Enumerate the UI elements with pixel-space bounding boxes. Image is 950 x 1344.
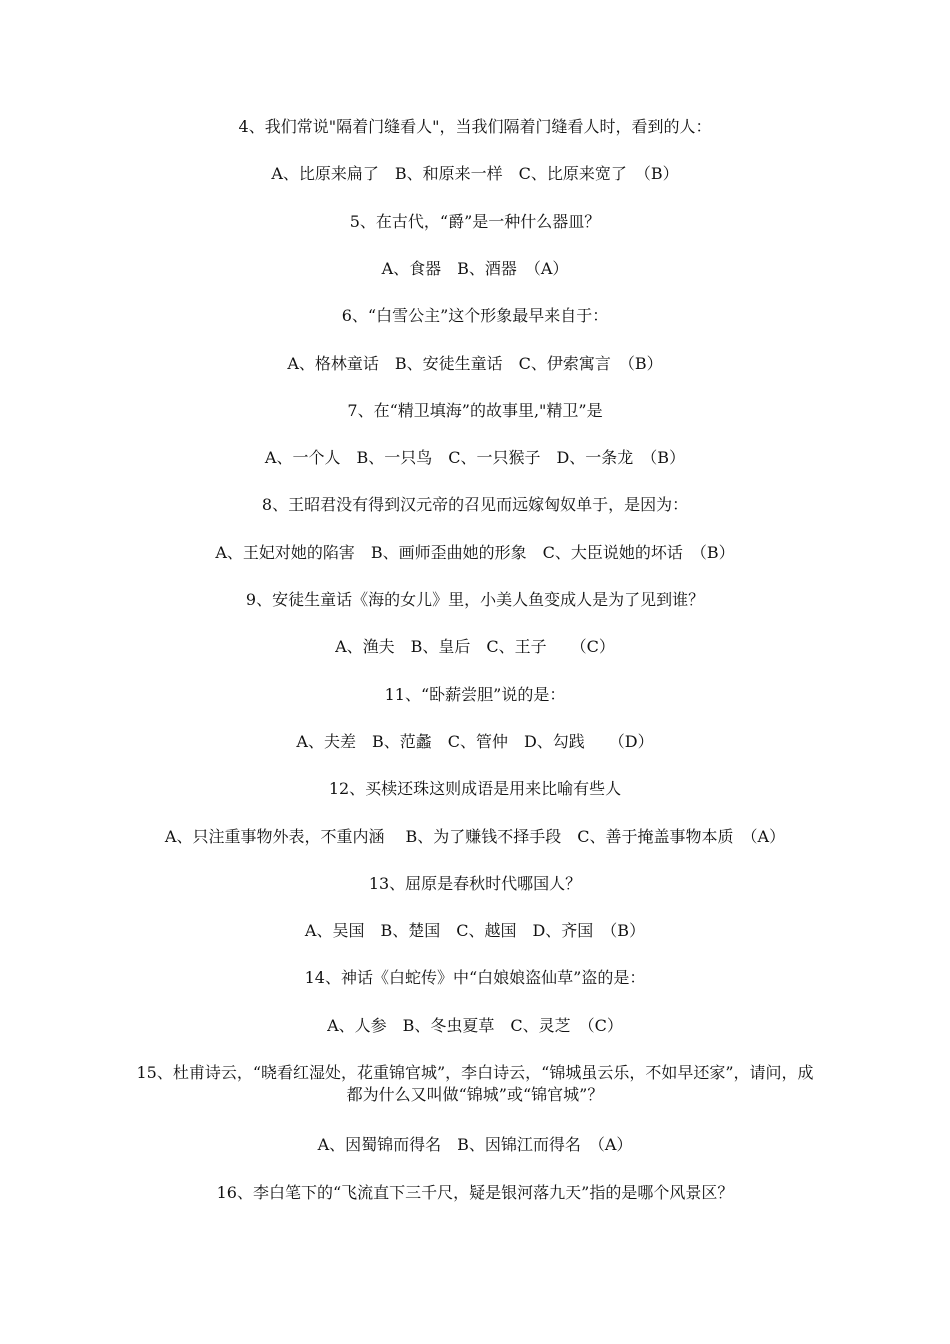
answer-options-4: A、比原来扁了 B、和原来一样 C、比原来宽了 （B） (271, 164, 679, 183)
question-11: 11、“卧薪尝胆”说的是： (384, 685, 566, 704)
answer-options-7: A、一个人 B、一只鸟 C、一只猴子 D、一条龙 （B） (264, 448, 686, 467)
question-15: 15、杜甫诗云，“晓看红湿处，花重锦官城”，李白诗云，“锦城虽云乐，不如早还家”，请问，成都为什么又叫做“锦城”或“锦官城”？ (136, 1063, 814, 1104)
question-12: 12、买椟还珠这则成语是用来比喻有些人 (328, 779, 622, 798)
answer-options-8: A、王妃对她的陷害 B、画师歪曲她的形象 C、大臣说她的坏话 （B） (215, 543, 735, 562)
answer-options-11: A、夫差 B、范蠡 C、管仲 D、勾践 （D） (296, 732, 654, 751)
answer-options-9: A、渔夫 B、皇后 C、王子 （C） (335, 637, 615, 656)
question-13: 13、屈原是春秋时代哪国人？ (368, 874, 582, 893)
answer-options-13: A、吴国 B、楚国 C、越国 D、齐国 （B） (304, 921, 646, 940)
answer-options-5: A、食器 B、酒器 （A） (381, 259, 569, 278)
question-14: 14、神话《白蛇传》中“白娘娘盗仙草”盗的是： (304, 968, 646, 987)
answer-options-14: A、人参 B、冬虫夏草 C、灵芝 （C） (327, 1016, 623, 1035)
question-6: 6、“白雪公主”这个形象最早来自于： (341, 306, 609, 325)
question-8: 8、王昭君没有得到汉元帝的召见而远嫁匈奴单于，是因为： (261, 495, 689, 514)
question-4: 4、我们常说"隔着门缝看人"，当我们隔着门缝看人时，看到的人： (238, 117, 712, 136)
question-7: 7、在“精卫填海”的故事里,"精卫”是 (347, 401, 603, 420)
answer-options-12: A、只注重事物外表，不重内涵 B、为了赚钱不择手段 C、善于掩盖事物本质 （A） (164, 827, 786, 846)
answer-options-6: A、格林童话 B、安徒生童话 C、伊索寓言 （B） (287, 354, 663, 373)
answer-options-15: A、因蜀锦而得名 B、因锦江而得名 （A） (317, 1135, 633, 1154)
question-16: 16、李白笔下的“飞流直下三千尺，疑是银河落九天”指的是哪个风景区？ (216, 1183, 734, 1202)
question-5: 5、在古代，“爵”是一种什么器皿？ (349, 212, 601, 231)
question-9: 9、安徒生童话《海的女儿》里，小美人鱼变成人是为了见到谁？ (245, 590, 705, 609)
